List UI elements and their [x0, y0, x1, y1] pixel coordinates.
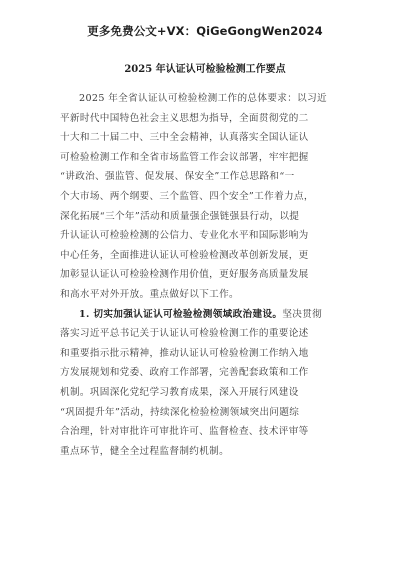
section-line: 合治理，针对审批许可审批许可、监督检查、技术评审等 [60, 426, 309, 438]
section-heading-line [60, 305, 352, 325]
paragraph-line: 和高水平对外开放。重点做好以下工作。 [60, 288, 239, 300]
paragraph-line: 2025 年全省认证认可检验检测工作的总体要求：以习近 [79, 93, 327, 104]
section-heading: 1. 切实加强认证认可检验检测领域政治建设。 [79, 308, 283, 320]
paragraph-line: 十大和二十届二中、三中全会精神，认真落实全国认证认 [60, 132, 309, 144]
paragraph-line: “讲政治、强监管、促发展、保安全”工作总思路和“一 [60, 171, 295, 183]
paragraph-line: 升认证认可检验检测的公信力、专业化水平和国际影响为 [60, 230, 309, 242]
section-line: 落实习近平总书记关于认证认可检验检测工作的重要论述 [60, 328, 309, 340]
paragraph-line: 中心任务，全面推进认证认可检验检测改革创新发展，更 [60, 249, 309, 261]
watermark-header: 更多免费公文+VX：QiGeGongWen2024 [87, 24, 323, 38]
paragraph-line: 加彰显认证认可检验检测作用价值，更好服务高质量发展 [60, 269, 309, 281]
section-line: 机制。巩固深化党纪学习教育成果，深入开展行风建设 [60, 386, 299, 398]
section-heading-rest: 坚决贯彻 [282, 308, 323, 320]
section-line: 重点环节，健全全过程监督制约机制。 [60, 445, 230, 457]
section-line: 方发展规划和党委、政府工作部署，完善配套政策和工作 [60, 367, 309, 379]
document-title: 2025 年认证认可检验检测工作要点 [124, 64, 286, 75]
paragraph-line: 个大市场、两个纲要、三个监管、四个安全”工作着力点， [60, 190, 314, 202]
section-line: “巩固提升年”活动，持续深化检验检测领域突出问题综 [60, 406, 300, 418]
paragraph-line: 平新时代中国特色社会主义思想为指导，全面贯彻党的二 [60, 112, 309, 124]
paragraph-line: 可检验检测工作和全省市场监管工作会议部署，牢牢把握 [60, 151, 309, 163]
paragraph-line: 深化拓展“三个年”活动和质量强企强链强县行动，以提 [60, 210, 300, 222]
document-body [60, 89, 352, 461]
section-line: 和重要指示批示精神，推动认证认可检验检测工作纳入地 [60, 347, 309, 359]
